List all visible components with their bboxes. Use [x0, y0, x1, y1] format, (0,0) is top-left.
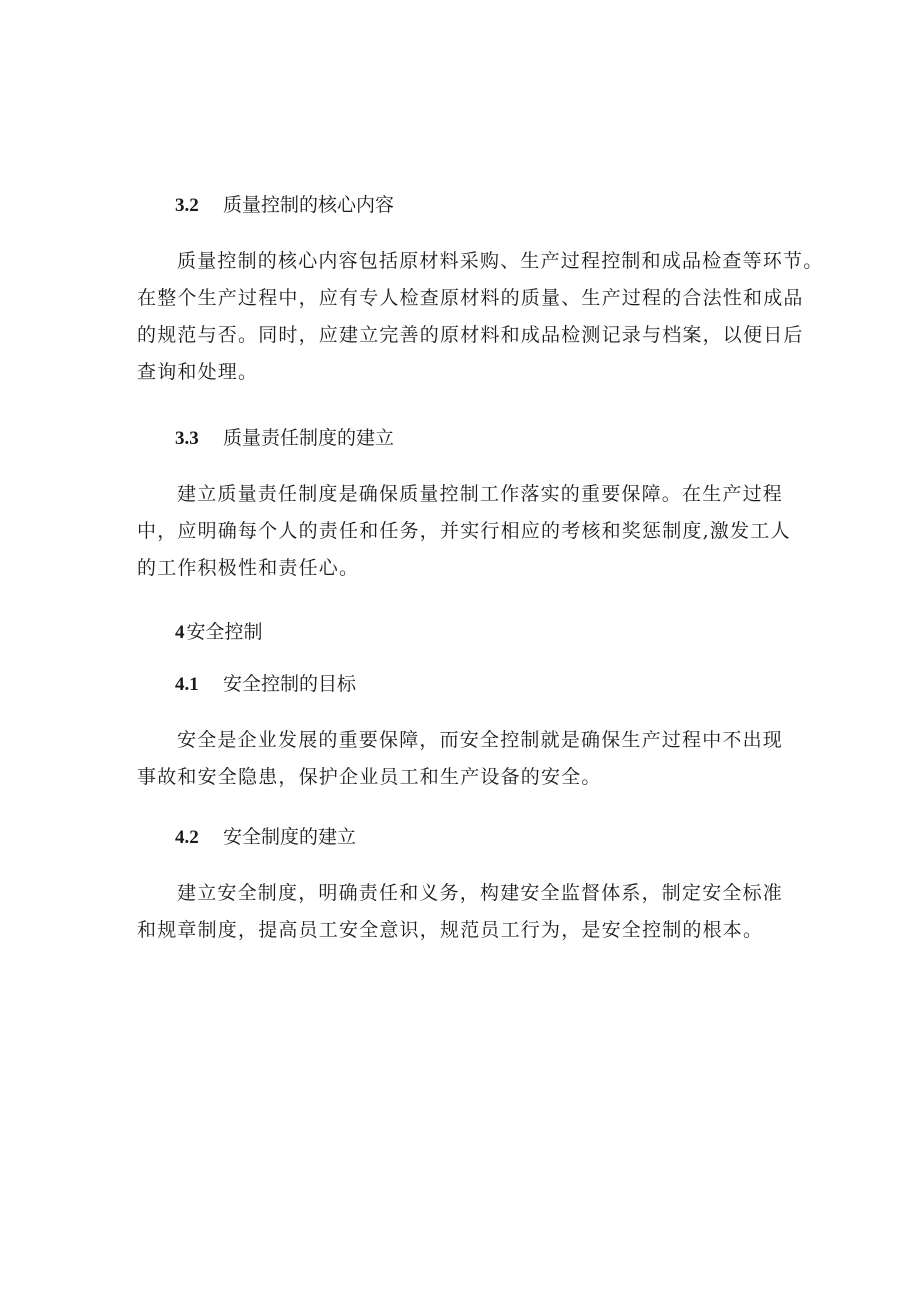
section-number: 4.2	[175, 827, 199, 848]
paragraph-safety-system	[137, 875, 817, 949]
section-title: 质量控制的核心内容	[223, 194, 395, 216]
paragraph-line: 质量控制的核心内容包括原材料采购、生产过程控制和成品检查等环节。	[177, 250, 824, 272]
paragraph-line: 安全是企业发展的重要保障，而安全控制就是确保生产过程中不出现	[177, 729, 784, 751]
paragraph-safety-goal	[137, 722, 817, 796]
paragraph-line: 和规章制度，提高员工安全意识，规范员工行为，是安全控制的根本。	[137, 919, 764, 941]
paragraph-line: 在整个生产过程中，应有专人检查原材料的质量、生产过程的合法性和成品	[137, 287, 804, 309]
paragraph-quality-core	[137, 243, 824, 391]
section-heading-4	[175, 620, 263, 645]
paragraph-quality-responsibility	[137, 476, 817, 587]
section-title: 安全制度的建立	[223, 826, 357, 848]
section-number: 4	[175, 622, 185, 643]
paragraph-line: 的工作积极性和责任心。	[137, 557, 360, 579]
section-number: 3.3	[175, 428, 199, 449]
section-heading-4-1	[175, 672, 356, 697]
section-title: 质量责任制度的建立	[223, 427, 395, 449]
paragraph-line: 的规范与否。同时，应建立完善的原材料和成品检测记录与档案，以便日后	[137, 324, 804, 346]
paragraph-line: 中，应明确每个人的责任和任务，并实行相应的考核和奖惩制度,激发工人	[137, 520, 791, 542]
section-title: 安全控制的目标	[223, 673, 357, 695]
section-heading-3-3	[175, 426, 394, 451]
section-heading-3-2	[175, 193, 394, 218]
section-number: 4.1	[175, 674, 199, 695]
paragraph-line: 建立质量责任制度是确保质量控制工作落实的重要保障。在生产过程	[177, 483, 784, 505]
paragraph-line: 查询和处理。	[137, 361, 259, 383]
paragraph-line: 建立安全制度，明确责任和义务，构建安全监督体系，制定安全标准	[177, 882, 784, 904]
section-title: 安全控制	[186, 621, 263, 643]
section-heading-4-2	[175, 825, 356, 850]
paragraph-line: 事故和安全隐患，保护企业员工和生产设备的安全。	[137, 766, 602, 788]
section-number: 3.2	[175, 195, 199, 216]
